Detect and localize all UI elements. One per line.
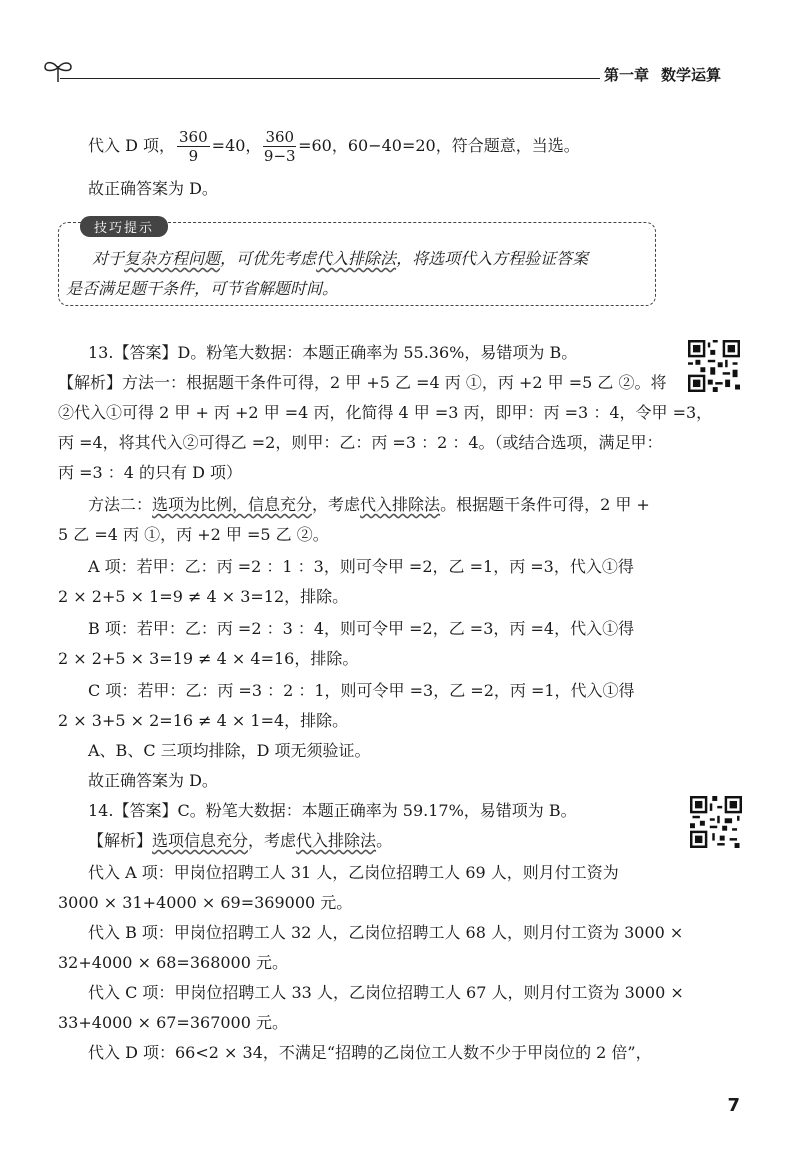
q13-line: 【解析】方法一：根据题干条件可得，2 甲 +5 乙 =4 丙 ①，丙 +2 甲 =5 乙 ②。将 [58, 373, 667, 392]
q14-line: 代入 A 项：甲岗位招聘工人 31 人，乙岗位招聘工人 69 人，则月付工资为 [88, 863, 619, 882]
q13-line: 2 × 2+5 × 3=19 ≠ 4 × 4=16，排除。 [58, 649, 359, 668]
chapter-number: 第一章 [604, 66, 650, 84]
q14-text: ，考虑 [248, 831, 297, 850]
tip-emphasis: 复杂方程问题 [124, 249, 221, 268]
fraction-1-denominator: 9 [188, 147, 199, 165]
tip-line-2: 是否满足题干条件，可节省解题时间。 [66, 279, 339, 298]
q14-line: 代入 D 项：66<2 × 34，不满足“招聘的乙岗位工人数不少于甲岗位的 2 倍”， [88, 1043, 652, 1062]
q14-emphasis: 选项信息充分 [152, 831, 249, 850]
fraction-2 [263, 128, 296, 165]
tip-tag: 技巧提示 [80, 216, 168, 237]
q14-analysis [88, 830, 392, 852]
sprout-icon [42, 54, 74, 84]
answer-line: 故正确答案为 D。 [88, 179, 218, 198]
q13-method2 [88, 494, 650, 516]
fraction-1-numerator: 360 [179, 128, 208, 146]
qr-code-icon[interactable] [688, 340, 740, 392]
q13-line: C 项：若甲：乙：丙 =3 ：2 ：1，则可令甲 =3，乙 =2，丙 =1，代入①得 [88, 681, 635, 700]
tip-text: 对于 [92, 249, 125, 268]
q14-line: 3000 × 31+4000 × 69=369000 元。 [58, 893, 353, 912]
fraction-2-denominator: 9−3 [263, 147, 296, 165]
q13-conclusion: 故正确答案为 D。 [88, 771, 218, 790]
q13-answer: 13.【答案】D。粉笔大数据：本题正确率为 55.36%，易错项为 B。 [88, 343, 578, 362]
chapter-title: 数学运算 [661, 66, 722, 84]
text-mid: =40， [211, 136, 262, 155]
option-d-line [88, 126, 580, 166]
chapter-heading [604, 64, 721, 85]
qr-code-icon[interactable] [690, 796, 742, 848]
tip-emphasis: 代入排除法 [316, 249, 397, 268]
q13-line: 丙 =4，将其代入②可得乙 =2，则甲：乙：丙 =3 ：2 ：4。（或结合选项，满足甲： [58, 433, 663, 452]
q13-emphasis: 选项为比例，信息充分 [152, 495, 313, 514]
q13-line: ②代入①可得 2 甲 + 丙 +2 甲 =4 丙，化简得 4 甲 =3 丙，即甲：丙 =3 ：4，令甲 =3， [58, 403, 713, 422]
q13-text: 。根据题干条件可得，2 甲 + [440, 495, 650, 514]
header-rule [60, 78, 600, 79]
tip-text: ，将选项代入方程验证答案 [396, 249, 589, 268]
q13-text: ，考虑 [312, 495, 361, 514]
q14-emphasis: 代入排除法 [296, 831, 377, 850]
q14-line: 33+4000 × 67=367000 元。 [58, 1013, 288, 1032]
q13-line: 2 × 2+5 × 1=9 ≠ 4 × 3=12，排除。 [58, 587, 349, 606]
q13-line: 2 × 3+5 × 2=16 ≠ 4 × 1=4，排除。 [58, 711, 349, 730]
q14-text: 。 [376, 831, 393, 850]
tip-text: ，可优先考虑 [220, 249, 317, 268]
fraction-1 [177, 128, 210, 165]
q14-answer: 14.【答案】C。粉笔大数据：本题正确率为 59.17%，易错项为 B。 [88, 801, 577, 820]
q13-line: A、B、C 三项均排除，D 项无须验证。 [88, 741, 371, 760]
q14-text: 【解析】 [88, 831, 153, 850]
tip-line-1 [92, 246, 588, 269]
text-prefix: 代入 D 项， [88, 136, 176, 155]
q13-line: A 项：若甲：乙：丙 =2 ：1 ：3，则可令甲 =2，乙 =1，丙 =3，代入①得 [88, 557, 634, 576]
q13-line: B 项：若甲：乙：丙 =2 ：3 ：4，则可令甲 =2，乙 =3，丙 =4，代入①得 [88, 619, 635, 638]
q13-line: 5 乙 =4 丙 ①，丙 +2 甲 =5 乙 ②。 [58, 525, 329, 544]
q13-emphasis: 代入排除法 [360, 495, 441, 514]
q14-line: 32+4000 × 68=368000 元。 [58, 953, 288, 972]
fraction-2-numerator: 360 [265, 128, 295, 146]
q13-line: 丙 =3 ：4 的只有 D 项） [58, 463, 243, 482]
q13-text: 方法二： [88, 495, 153, 514]
q14-line: 代入 C 项：甲岗位招聘工人 33 人，乙岗位招聘工人 67 人，则月付工资为 3000 × [88, 983, 684, 1002]
page-number: 7 [727, 1095, 740, 1116]
text-tail: =60，60−40=20，符合题意，当选。 [298, 136, 580, 155]
q14-line: 代入 B 项：甲岗位招聘工人 32 人，乙岗位招聘工人 68 人，则月付工资为 3000 × [88, 923, 684, 942]
